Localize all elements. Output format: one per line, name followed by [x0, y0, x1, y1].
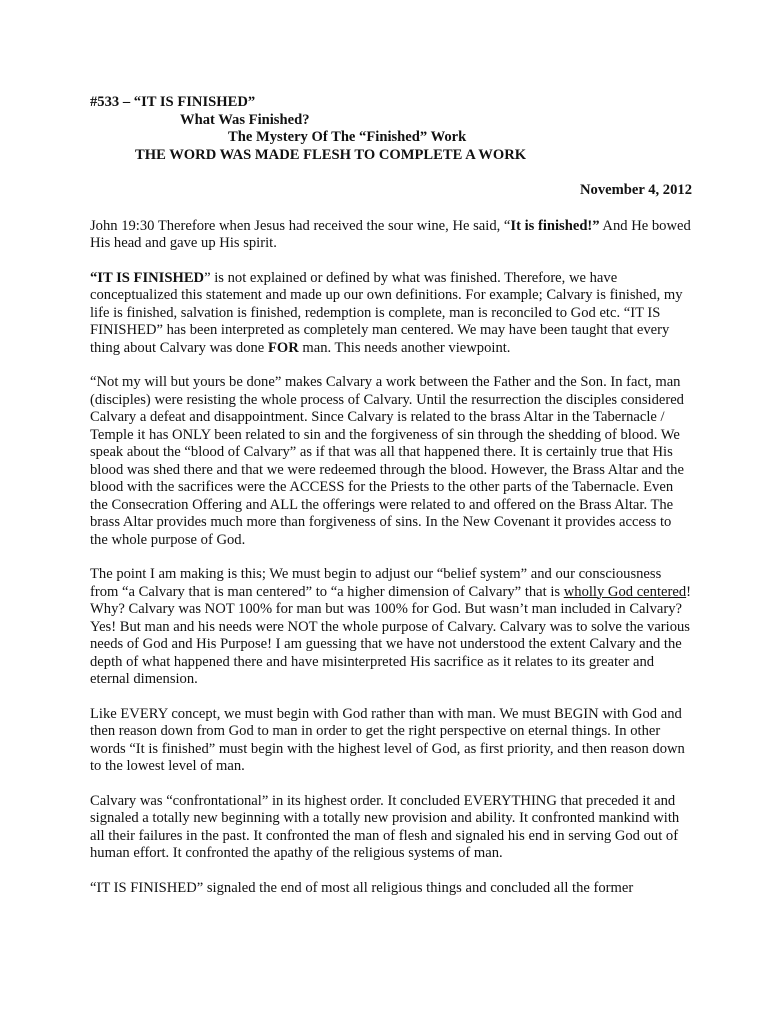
definitions-text: ” is not explained or defined by what was finished. Therefore, we have conceptualized this statement and made up our own definitions. For example; Calvary is finished, my life is finished, salvation is finished, redemption is complete, man is reconciled to God etc. “IT IS FINISHED” has been interpreted as completely man centered. We may have been taught that every thing about Calvary was done — [90, 269, 683, 356]
scripture-text-end: And He bowed His head and gave up His spirit. — [90, 217, 691, 251]
subtitle-word-made-flesh: THE WORD WAS MADE FLESH TO COMPLETE A WORK — [135, 146, 527, 163]
god-centered-underline: wholly God centered — [563, 583, 687, 600]
belief-text-end: ! Why? Calvary was NOT 100% for man but was 100% for God. But wasn’t man included in Calvary? Yes! But man and his needs were NOT the whole purpose of Calvary. Calvary was to solve the various needs of God and His Purpose! I am guessing that we have not understood the extent Calvary and the depth of what happened there and have misinterpreted His sacrifice as it relates to its greater and eternal dimension. — [90, 583, 691, 687]
paragraph-signaled-end: “IT IS FINISHED” signaled the end of most all religious things and concluded all the former — [90, 879, 634, 896]
paragraph-brass-altar: “Not my will but yours be done” makes Calvary a work between the Father and the Son. In fact, man (disciples) were resisting the whole process of Calvary. Until the resurrection the disciples considered Calvary a defeat and disappointment. Since Calvary is related to the brass Altar in the Tabernacle / Temple it has ONLY been related to sin and the forgiveness of sin through the shedding of blood. We speak about the “blood of Calvary” as if that was all that happened there. It is certainly true that His blood was shed there and that we were redeemed through the blood. However, the Brass Altar and the blood with the sacrifices were the ACCESS for the Priests to the other parts of the Tabernacle. Even the Consecration Offering and ALL the offerings were related to and offered on the Brass Altar. The brass Altar provides much more than forgiveness of sins. In the New Covenant it provides access to the whole purpose of God. — [90, 374, 684, 548]
scripture-emphasis: It is finished!” — [510, 217, 600, 234]
document-header — [90, 94, 692, 164]
subtitle-what-was-finished: What Was Finished? — [180, 111, 310, 128]
paragraph-scripture — [90, 218, 692, 253]
paragraph-definitions — [90, 270, 692, 358]
belief-text-start: The point I am making is this; We must begin to adjust our “belief system” and our consciousness from “a Calvary that is man centered” to “a higher dimension of Calvary” that is — [90, 566, 662, 600]
definitions-text-end: man. This needs another viewpoint. — [298, 339, 511, 356]
sermon-number-title: #533 – “IT IS FINISHED” — [90, 94, 256, 110]
it-is-finished-emphasis: “IT IS FINISHED — [90, 269, 205, 286]
paragraph-confrontational: Calvary was “confrontational” in its highest order. It concluded EVERYTHING that preceded it and signaled a totally new beginning with a totally new provision and ability. It confronted mankind with all their failures in the past. It confronted the man of flesh and signaled his end in serving God out of human effort. It confronted the apathy of the religious systems of man. — [90, 792, 680, 861]
paragraph-begin-with-god: Like EVERY concept, we must begin with God rather than with man. We must BEGIN with God and then reason down from God to man in order to get the right perspective on eternal things. In other words “It is finished” must begin with the highest level of God, as first priority, and then reason down to the lowest level of man. — [90, 705, 685, 774]
for-emphasis: FOR — [267, 339, 299, 356]
paragraph-belief-system — [90, 566, 692, 689]
scripture-text-start: John 19:30 Therefore when Jesus had received the sour wine, He said, “ — [90, 217, 511, 234]
subtitle-mystery: The Mystery Of The “Finished” Work — [228, 129, 467, 145]
document-date: November 4, 2012 — [579, 182, 692, 198]
